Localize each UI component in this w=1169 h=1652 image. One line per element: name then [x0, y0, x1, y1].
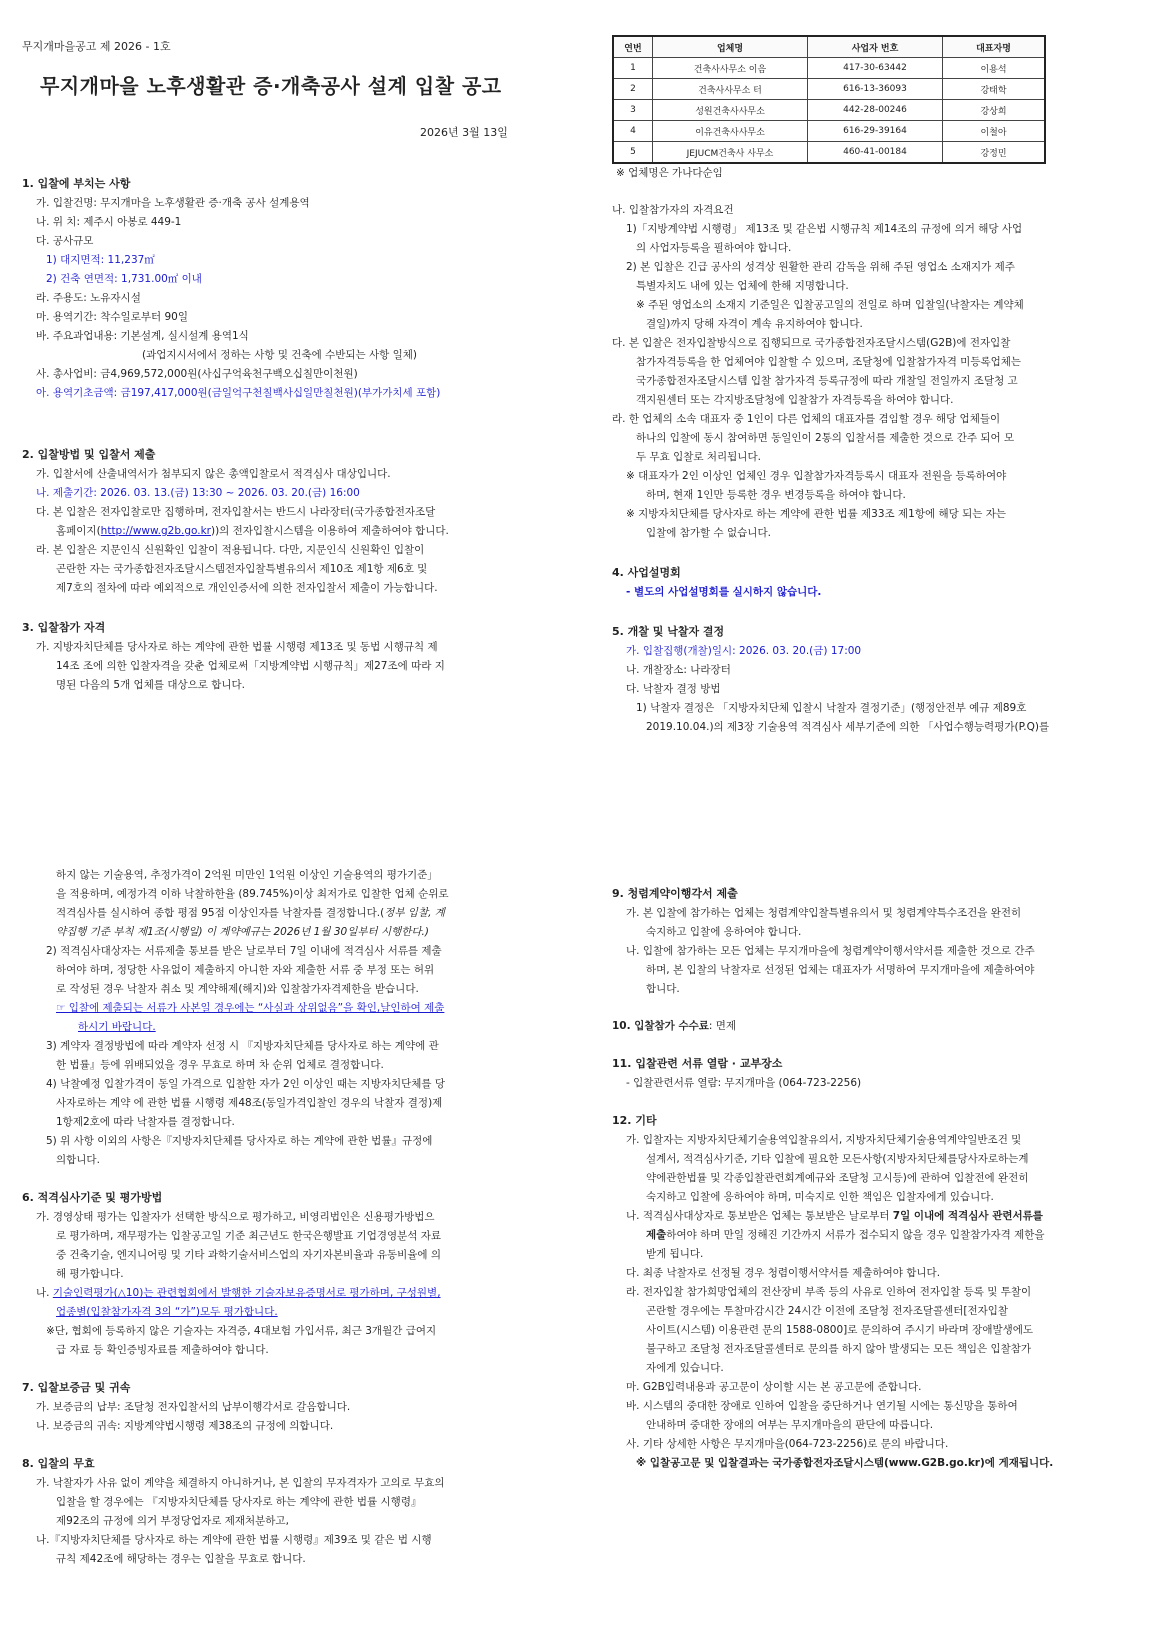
- cell: 이유건축사사무소: [653, 121, 808, 142]
- s1-line: 바. 주요과업내용: 기본설계, 실시설계 용역1식: [36, 330, 249, 342]
- s3r-line: 두 무효 입찰로 처리됩니다.: [636, 451, 761, 463]
- cell: JEJUCM건축사 사무소: [653, 142, 808, 164]
- s12-line: 마. G2B입력내용과 공고문이 상이할 시는 본 공고문에 준합니다.: [626, 1381, 922, 1393]
- s1-line: 다. 공사규모: [36, 235, 94, 247]
- section-4-heading: 4. 사업설명회: [612, 566, 681, 579]
- s8-line: 나.『지방자치단체를 당사자로 하는 계약에 관한 법률 시행령』제39조 및 같은 법 시행: [36, 1534, 432, 1546]
- s3r-line: ※ 지방자치단체를 당사자로 하는 계약에 관한 법률 제33조 제1항에 해당 되는 자는: [626, 508, 1006, 520]
- s2-line: 라. 본 입찰은 지문인식 신원확인 입찰이 적용됩니다. 다만, 지문인식 신원확인 입찰이: [36, 544, 425, 556]
- table-row: [613, 142, 1045, 164]
- section-10: [612, 1017, 1142, 1036]
- cell: 강상희: [943, 100, 1046, 121]
- cont-line: [22, 904, 542, 923]
- s1-line: (과업지시서에서 정하는 사항 및 건축에 수반되는 사항 일체): [142, 349, 417, 361]
- table-row: [613, 58, 1045, 79]
- g2b-link[interactable]: http://www.g2b.go.kr: [100, 525, 211, 537]
- s12-line: 다. 최종 낙찰자로 선정될 경우 청렴이행서약서를 제출하여야 합니다.: [626, 1267, 941, 1279]
- col-header: 대표자명: [943, 36, 1046, 58]
- s11-line: - 입찰관련서류 열람: 무지개마을 (064-723-2256): [626, 1077, 862, 1089]
- section-10-value: : 면제: [708, 1020, 737, 1032]
- section-12-heading: 12. 기타: [612, 1114, 657, 1127]
- cont-line: 4) 낙찰예정 입찰가격이 동일 가격으로 입찰한 자가 2인 이상인 때는 지방자치단체를 당: [46, 1078, 446, 1090]
- cont-line: 로 작성된 경우 낙찰자 취소 및 계약해제(해지)와 입찰참가자격제한을 받습니다.: [56, 983, 419, 995]
- cell: 4: [613, 121, 653, 142]
- s12-line: 받게 됩니다.: [646, 1248, 704, 1260]
- cont-line: 하여야 하며, 정당한 사유없이 제출하지 아니한 자와 제출한 서류 중 부정 또는 허위: [56, 964, 435, 976]
- col-header: 업체명: [653, 36, 808, 58]
- s12-part: 하여야 하며 만일 정해진 기간까지 서류가 접수되지 않을 경우 입찰참가자격 제한을: [666, 1229, 1045, 1241]
- s3r-line: 객지원센터 또는 각지방조달청에 입찰참가 자격등록을 하여야 합니다.: [636, 394, 954, 406]
- s8-line: 제92조의 규정에 의거 부정당업자로 제재처분하고,: [56, 1515, 289, 1527]
- page2-left-column: [22, 866, 542, 1569]
- s1-line: 사. 총사업비: 금4,969,572,000원(사십구억육천구백오십칠만이천원): [36, 368, 358, 380]
- s3r-line: 하나의 입찰에 동시 참여하면 동일인이 2통의 입찰서를 제출한 것으로 간주 되어 모: [636, 432, 1015, 444]
- col-header: 연번: [613, 36, 653, 58]
- cell: 2: [613, 79, 653, 100]
- cont-line: 1항제2호에 따라 낙찰자를 결정합니다.: [56, 1116, 235, 1128]
- s12-line: 숙지하고 입찰에 응하여야 하며, 미숙지로 인한 책임은 입찰자에게 있습니다.: [646, 1191, 994, 1203]
- s3r-line: 참가자격등록을 한 업체여야 입찰할 수 있으며, 조달청에 입찰참가자격 미등록업체는: [636, 356, 1022, 368]
- s2-line-part: ))의 전자입찰시스템을 이용하여 제출하여야 합니다.: [210, 525, 449, 537]
- s6-line: 로 평가하며, 재무평가는 입찰공고일 기준 최근년도 한국은행발표 기업경영분석 자료: [56, 1230, 442, 1242]
- s3r-line: 2) 본 입찰은 긴급 공사의 성격상 원활한 관리 감독을 위해 주된 영업소 소재지가 제주: [626, 261, 1015, 273]
- cont-line: 의합니다.: [56, 1154, 100, 1166]
- s3r-line: 결일)까지 당해 자격이 계속 유지하여야 합니다.: [646, 318, 863, 330]
- s8-line: 규칙 제42조에 해당하는 경우는 입찰을 무효로 합니다.: [56, 1553, 306, 1565]
- page1-left-column: [22, 160, 542, 695]
- cont-line: 약집행 기준 부칙 제1조(시행일) 이 계약예규는 2026년 1월 30일부터 시행한다.): [56, 926, 429, 938]
- base-amount: 아. 용역기초금액: 금197,417,000원(금일억구천칠백사십일만칠천원)(부가가치세 포함): [36, 387, 441, 399]
- s12-line: 불구하고 조달청 전자조달콜센터로 문의를 하지 않아 발생되는 모든 책임은 입찰참가: [646, 1343, 1032, 1355]
- s6-line: 급 자료 등 확인증빙자료를 제출하여야 합니다.: [56, 1344, 269, 1356]
- s12-line: 안내하며 중대한 장애의 여부는 무지개마을의 판단에 따릅니다.: [646, 1419, 934, 1431]
- s3r-line: ※ 대표자가 2인 이상인 업체인 경우 입찰참가자격등록시 대표자 전원을 등록하여야: [626, 470, 1007, 482]
- cont-line: 3) 계약자 결정방법에 따라 계약자 선정 시 『지방자치단체를 당사자로 하는 계약에 관: [46, 1040, 439, 1052]
- s3r-line: 의 사업자등록을 필하여야 합니다.: [636, 242, 792, 254]
- s3r-line: 다. 본 입찰은 전자입찰방식으로 집행되므로 국가종합전자조달시스템(G2B)에 전자입찰: [612, 337, 1011, 349]
- s12-line: 약에관한법률 및 각종입찰관련회계예규와 조달청 고시등)에 관하여 입찰전에 완전히: [646, 1172, 1029, 1184]
- s5-line: 나. 개찰장소: 나라장터: [626, 664, 731, 676]
- s3r-line: 특별자치도 내에 있는 업체에 한해 지명합니다.: [636, 280, 849, 292]
- tech-evaluation: 기술인력평가(△10)는 관련협회에서 발행한 기술자보유증명서로 평가하며, 구성원별,: [52, 1287, 441, 1299]
- s3-line: 14조 조에 의한 입찰자격을 갖춘 업체로써「지방계약법 시행규칙」제27조에 따라 지: [56, 660, 445, 672]
- cell: 616-13-36093: [808, 79, 943, 100]
- page1-right-column: [612, 35, 1132, 737]
- s1-line: 나. 위 치: 제주시 아봉로 449-1: [36, 216, 182, 228]
- cell: 건축사사무소 터: [653, 79, 808, 100]
- s2-line-part: 홈페이지(: [56, 525, 101, 537]
- s6-part: 나.: [36, 1287, 53, 1299]
- document-number: 무지개마을공고 제 2026 - 1호: [22, 40, 171, 53]
- cell: 442-28-00246: [808, 100, 943, 121]
- s3-line: 명된 다음의 5개 업체를 대상으로 합니다.: [56, 679, 245, 691]
- copy-notice: 하시기 바랍니다.: [78, 1021, 156, 1033]
- s2-line: 가. 입찰서에 산출내역서가 첨부되지 않은 총액입찰로서 적격심사 대상입니다.: [36, 468, 391, 480]
- cell: 3: [613, 100, 653, 121]
- table-row: [613, 100, 1045, 121]
- section-8-heading: 8. 입찰의 무효: [22, 1457, 95, 1470]
- cont-part: 적격심사를 실시하여 종합 평점 95점 이상인자를 낙찰자를 결정합니다.(: [56, 907, 385, 919]
- s9-line: 하며, 본 입찰의 낙찰자로 선정된 업체는 대표자가 서명하여 무지개마을에 제출하여야: [646, 964, 1035, 976]
- col-header: 사업자 번호: [808, 36, 943, 58]
- s12-line: [612, 1207, 1142, 1226]
- section-9-heading: 9. 청렴계약이행각서 제출: [612, 887, 738, 900]
- s2-line: 다. 본 입찰은 전자입찰로만 집행하며, 전자입찰서는 반드시 나라장터(국가종합전자조달: [36, 506, 436, 518]
- s3r-line: 입찰에 참가할 수 없습니다.: [646, 527, 771, 539]
- s3r-line: 하며, 현재 1인만 등록한 경우 변경등록을 하여야 합니다.: [646, 489, 906, 501]
- section-6-heading: 6. 적격심사기준 및 평가방법: [22, 1191, 163, 1204]
- cell: 성원건축사사무소: [653, 100, 808, 121]
- section-2-heading: 2. 입찰방법 및 입찰서 제출: [22, 448, 156, 461]
- cell: 강정민: [943, 142, 1046, 164]
- cell: 1: [613, 58, 653, 79]
- cont-line: 5) 위 사항 이외의 사항은『지방자치단체를 당사자로 하는 계약에 관한 법률』규정에: [46, 1135, 433, 1147]
- cont-line: 한 법률』등에 위배되었을 경우 무효로 하며 차 순위 업체로 결정합니다.: [56, 1059, 384, 1071]
- s7-line: 가. 보증금의 납부: 조달청 전자입찰서의 납부이행각서로 갈음합니다.: [36, 1401, 351, 1413]
- section-1-heading: 1. 입찰에 부치는 사항: [22, 177, 131, 190]
- cont-line: 을 적용하며, 예정가격 이하 낙찰하한율 (89.745%)이상 최저가로 입찰한 업체 순위로: [56, 888, 449, 900]
- s3r-line: 1)「지방계약법 시행령」 제13조 및 같은법 시행규칙 제14조의 규정에 의거 해당 사업: [626, 223, 1023, 235]
- tech-evaluation: 업종별(입찰참가자격 3의 “가”)모두 평가합니다.: [56, 1306, 278, 1318]
- copy-notice: ☞ 입찰에 제출되는 서류가 사본일 경우에는 “사실과 상위없음”을 확인,날인하여 제출: [56, 1002, 445, 1014]
- cell: 이용석: [943, 58, 1046, 79]
- s3-line: 가. 지방자치단체를 당사자로 하는 계약에 관한 법률 시행령 제13조 및 동법 시행규칙 제: [36, 641, 438, 653]
- s6-line: 가. 경영상태 평가는 입찰자가 선택한 방식으로 평가하고, 비영리법인은 신용평가방법으: [36, 1211, 435, 1223]
- cell: 616-29-39164: [808, 121, 943, 142]
- site-area: 1) 대지면적: 11,237㎡: [46, 254, 155, 266]
- s2-line: 제7호의 절차에 따라 예외적으로 개인인증서에 의한 전자입찰서 제출이 가능합니다.: [56, 582, 438, 594]
- cont-line: 하지 않는 기술용역, 추정가격이 2억원 미만인 1억원 이상인 기술용역의 평가기준」: [56, 869, 438, 881]
- s6-line: 해 평가합니다.: [56, 1268, 124, 1280]
- g2b-notice: ※ 입찰공고문 및 입찰결과는 국가종합전자조달시스템(www.G2B.go.kr)에 게재됩니다.: [636, 1457, 1054, 1469]
- s12-line: 곤란할 경우에는 투찰마감시간 24시간 이전에 조달청 전자조달콜센터[전자입찰: [646, 1305, 1009, 1317]
- s1-line: 라. 주용도: 노유자시설: [36, 292, 141, 304]
- notice-date: 2026년 3월 13일: [420, 126, 508, 139]
- cont-part-italic: 정부 입찰, 계: [384, 907, 445, 919]
- s3r-line: ※ 주된 영업소의 소재지 기준일은 입찰공고일의 전일로 하며 입찰일(낙찰자는 계약체: [636, 299, 1024, 311]
- s9-line: 숙지하고 입찰에 응하여야 합니다.: [646, 926, 802, 938]
- section-7-heading: 7. 입찰보증금 및 귀속: [22, 1381, 131, 1394]
- table-row: [613, 79, 1045, 100]
- s9-line: 합니다.: [646, 983, 680, 995]
- cell: 강태학: [943, 79, 1046, 100]
- s12-line: 사이트(시스템) 이용관련 문의 1588-0800]로 문의하여 주시기 바라며 장애발생에도: [646, 1324, 1034, 1336]
- cell: 이철아: [943, 121, 1046, 142]
- s9-line: 가. 본 입찰에 참가하는 업체는 청렴계약입찰특별유의서 및 청렴계약특수조건을 완전히: [626, 907, 1022, 919]
- s2-line: 곤란한 자는 국가종합전자조달시스템전자입찰특별유의서 제10조 제1항 제6호 및: [56, 563, 428, 575]
- table-header-row: [613, 36, 1045, 58]
- cell: 417-30-63442: [808, 58, 943, 79]
- s6-line: [22, 1284, 542, 1303]
- section-10-heading: 10. 입찰참가 수수료: [612, 1020, 709, 1032]
- s12-bold: 7일 이내에 적격심사 관련서류를: [892, 1210, 1043, 1222]
- s2-line: [22, 522, 542, 541]
- s8-line: 입찰을 할 경우에는 『지방자치단체를 당사자로 하는 계약에 관한 법률 시행령』: [56, 1496, 422, 1508]
- s12-line: 사. 기타 상세한 사항은 무지개마을(064-723-2256)로 문의 바랍니다.: [626, 1438, 949, 1450]
- cell: 460-41-00184: [808, 142, 943, 164]
- table-row: [613, 121, 1045, 142]
- s5-line: 1) 낙찰자 결정은 「지방자치단체 입찰시 낙찰자 결정기준」(행정안전부 예규 제89호: [636, 702, 1027, 714]
- section-3-heading: 3. 입찰참가 자격: [22, 621, 106, 634]
- s3r-line: 라. 한 업체의 소속 대표자 중 1인이 다른 업체의 대표자를 겸임할 경우 해당 업체들이: [612, 413, 1001, 425]
- s5-line: 2019.10.04.)의 제3장 기술용역 적격심사 세부기준에 의한 「사업수행능력평가(P.Q)를: [646, 721, 1050, 733]
- section-5-heading: 5. 개찰 및 낙찰자 결정: [612, 625, 725, 638]
- cont-line: 사자로하는 계약 에 관한 법률 시행령 제48조(동일가격입찰인 경우의 낙찰자 결정)제: [56, 1097, 443, 1109]
- s3r-line: 나. 입찰참가자의 자격요건: [612, 204, 734, 216]
- page-title: 무지개마을 노후생활관 증·개축공사 설계 입찰 공고: [40, 74, 502, 98]
- opening-datetime: 가. 입찰집행(개찰)일시: 2026. 03. 20.(금) 17:00: [626, 645, 862, 657]
- briefing-note: - 별도의 사업설명회를 실시하지 않습니다.: [626, 586, 822, 598]
- s12-line: [612, 1226, 1142, 1245]
- s12-line: 라. 전자입찰 참가희망업체의 전산장비 부족 등의 사유로 인하여 전자입찰 등록 및 투찰이: [626, 1286, 1032, 1298]
- s8-line: 가. 낙찰자가 사유 없이 계약을 체결하지 아니하거나, 본 입찰의 무자격자가 고의로 무효의: [36, 1477, 445, 1489]
- s12-line: 자에게 있습니다.: [646, 1362, 724, 1374]
- submission-period: 나. 제출기간: 2026. 03. 13.(금) 13:30 ~ 2026. 03. 20.(금) 16:00: [36, 487, 360, 499]
- s6-line: ※단, 협회에 등록하지 않은 기술자는 자격증, 4대보험 가입서류, 최근 3개월간 급여지: [46, 1325, 437, 1337]
- cell: 건축사사무소 이음: [653, 58, 808, 79]
- page2-right-column: [612, 870, 1142, 1473]
- s12-bold: 제출: [646, 1229, 667, 1241]
- floor-area: 2) 건축 연면적: 1,731.00㎡ 이내: [46, 273, 202, 285]
- company-table: [612, 35, 1046, 164]
- cont-line: 2) 적격심사대상자는 서류제출 통보를 받은 날로부터 7일 이내에 적격심사 서류를 제출: [46, 945, 442, 957]
- s6-line: 중 건축기술, 엔지니어링 및 기타 과학기술서비스업의 자기자본비율과 유동비율에 의: [56, 1249, 442, 1261]
- cell: 5: [613, 142, 653, 164]
- s1-line: 마. 용역기간: 착수일로부터 90일: [36, 311, 188, 323]
- s1-line: 가. 입찰건명: 무지개마을 노후생활관 증·개축 공사 설계용역: [36, 197, 310, 209]
- s3r-line: 국가종합전자조달시스템 입찰 참가자격 등록규정에 따라 개찰일 전일까지 조달청 고: [636, 375, 1018, 387]
- table-note: ※ 업체명은 가나다순임: [616, 167, 723, 179]
- s9-line: 나. 입찰에 참가하는 모든 업체는 무지개마을에 청렴계약이행서약서를 제출한 것으로 간주: [626, 945, 1035, 957]
- s12-line: 가. 입찰자는 지방자치단체기술용역입찰유의서, 지방자치단체기술용역계약일반조건 및: [626, 1134, 1022, 1146]
- s12-line: 설계서, 적격심사기준, 기타 입찰에 필요한 모든사항(지방자치단체를당사자로하는계: [646, 1153, 1029, 1165]
- s12-line: 바. 시스템의 중대한 장애로 인하여 입찰을 중단하거나 연기될 시에는 통신망을 통하여: [626, 1400, 1018, 1412]
- s12-part: 나. 적격심사대상자로 통보받은 업체는 통보받은 날로부터: [626, 1210, 893, 1222]
- s5-line: 다. 낙찰자 결정 방법: [626, 683, 721, 695]
- s7-line: 나. 보증금의 귀속: 지방계약법시행령 제38조의 규정에 의합니다.: [36, 1420, 334, 1432]
- section-11-heading: 11. 입찰관련 서류 열람 · 교부장소: [612, 1057, 783, 1070]
